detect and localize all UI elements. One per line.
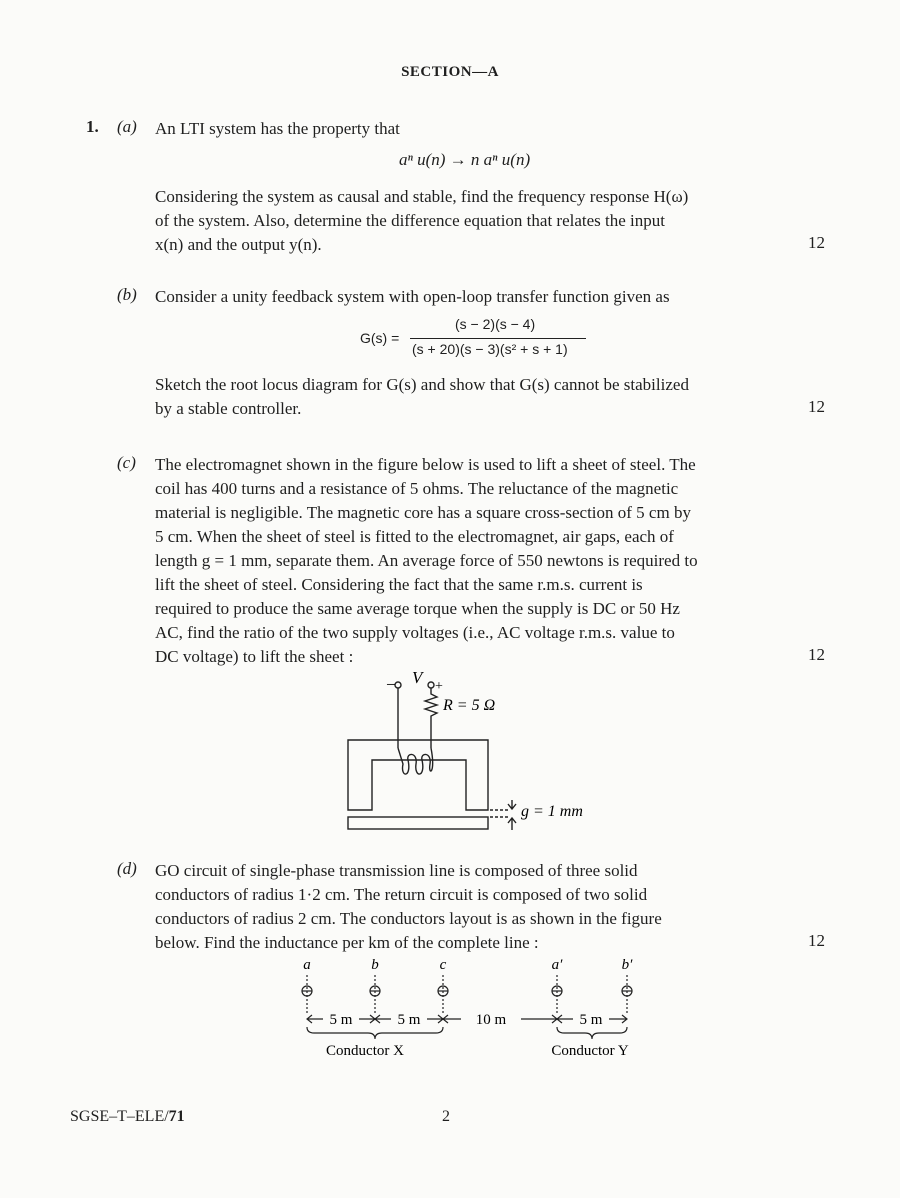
part-a-equation: aⁿ u(n) → n aⁿ u(n) — [399, 150, 531, 169]
tf-numerator: (s − 2)(s − 4) — [455, 316, 536, 332]
part-c-line-2: coil has 400 turns and a resistance of 5 ohms. The reluctance of the magnetic — [155, 479, 679, 498]
resistor-zigzag — [425, 688, 437, 748]
part-c-line-5: length g = 1 mm, separate them. An average force of 550 newtons is required to — [155, 551, 698, 570]
part-c-line-7: required to produce the same average torque when the supply is DC or 50 Hz — [155, 599, 680, 618]
gap-label: g = 1 mm — [521, 803, 583, 820]
conductor-layout-figure — [290, 955, 650, 1063]
part-b-line-2: by a stable controller. — [155, 399, 302, 418]
part-a-marks: 12 — [808, 233, 825, 252]
conductor-b-symbol — [370, 975, 380, 1015]
spacing-bc: 5 m — [397, 1012, 421, 1028]
part-c-line-8: AC, find the ratio of the two supply voltages (i.e., AC voltage r.m.s. value to — [155, 623, 675, 642]
part-c-marks: 12 — [808, 645, 825, 664]
part-b-intro-text: Consider a unity feedback system with open-loop transfer function given as — [155, 287, 670, 306]
minus-terminal — [395, 682, 401, 688]
conductor-y-group-label: Conductor Y — [551, 1043, 629, 1059]
paper-code-number: 71 — [168, 1108, 185, 1125]
part-a-label: (a) — [117, 117, 137, 136]
conductor-a-prime-label: a′ — [551, 957, 563, 973]
part-b-line-1: Sketch the root locus diagram for G(s) and show that G(s) cannot be stabilized — [155, 375, 689, 394]
part-a-line-3: x(n) and the output y(n). — [155, 235, 322, 254]
part-d-line-2: conductors of radius 1·2 cm. The return circuit is composed of two solid — [155, 885, 648, 904]
plus-terminal — [428, 682, 434, 688]
part-c-line-9: DC voltage) to lift the sheet : — [155, 647, 354, 666]
plus-label: + — [435, 679, 443, 694]
part-c-line-3: material is negligible. The magnetic core has a square cross-section of 5 cm by — [155, 503, 691, 522]
part-a-line-1: Considering the system as causal and stable, find the frequency response H(ω) — [155, 187, 689, 206]
page-number: 2 — [442, 1108, 450, 1125]
conductor-a-label: a — [303, 957, 311, 973]
steel-sheet — [348, 817, 488, 829]
conductor-c-label: c — [439, 957, 447, 973]
part-c-body — [155, 453, 793, 669]
part-d-line-3: conductors of radius 2 cm. The conductors layout is as shown in the figure — [155, 909, 662, 928]
part-c-line-1: The electromagnet shown in the figure below is used to lift a sheet of steel. The — [155, 455, 696, 474]
voltage-label: V — [412, 668, 423, 687]
brace-conductor-x — [307, 1027, 443, 1039]
spacing-ab: 5 m — [329, 1012, 353, 1028]
part-c-label: (c) — [117, 453, 136, 472]
part-a-line-2: of the system. Also, determine the difference equation that relates the input — [155, 211, 665, 230]
part-b-label: (b) — [117, 285, 137, 304]
conductor-a-prime-symbol — [552, 975, 562, 1015]
question-number: 1. — [86, 117, 99, 136]
part-d-label: (d) — [117, 859, 137, 878]
part-d-marks: 12 — [808, 931, 825, 950]
conductor-b-prime-label: b′ — [621, 957, 633, 973]
spacing-ca-prime: 10 m — [475, 1012, 507, 1028]
part-d-line-1: GO circuit of single-phase transmission line is composed of three solid — [155, 861, 638, 880]
conductor-b-prime-symbol — [622, 975, 632, 1015]
conductor-c-symbol — [438, 975, 448, 1015]
tf-lhs: G(s) = — [360, 330, 400, 346]
part-c-line-6: lift the sheet of steel. Considering the fact that the same r.m.s. current is — [155, 575, 643, 594]
brace-conductor-y — [557, 1027, 627, 1039]
tf-denominator: (s + 20)(s − 3)(s² + s + 1) — [412, 341, 568, 357]
part-a-body — [155, 185, 793, 257]
section-title: SECTION—A — [401, 64, 499, 80]
conductor-b-label: b — [371, 957, 379, 973]
coil-winding — [398, 748, 433, 774]
fraction-bar — [410, 338, 586, 339]
part-a-intro-text: An LTI system has the property that — [155, 119, 400, 138]
paper-code — [70, 1108, 185, 1126]
part-b-body — [155, 373, 793, 421]
gap-arrow-down — [508, 800, 516, 809]
spacing-a-prime-b-prime: 5 m — [579, 1012, 603, 1028]
minus-label: − — [386, 675, 396, 694]
part-d-body — [155, 859, 793, 955]
conductor-a-symbol — [302, 975, 312, 1015]
part-b-marks: 12 — [808, 397, 825, 416]
gap-arrow-up — [508, 818, 516, 830]
part-c-line-4: 5 cm. When the sheet of steel is fitted to the electromagnet, air gaps, each of — [155, 527, 674, 546]
electromagnet-figure — [340, 668, 640, 840]
conductor-x-group-label: Conductor X — [326, 1043, 404, 1059]
paper-code-prefix: SGSE–T–ELE/ — [70, 1108, 169, 1125]
part-b-intro — [155, 285, 793, 309]
magnetic-core — [348, 740, 488, 810]
resistor-label: R = 5 Ω — [443, 697, 496, 714]
part-d-line-4: below. Find the inductance per km of the complete line : — [155, 933, 539, 952]
part-a-intro — [155, 117, 793, 141]
